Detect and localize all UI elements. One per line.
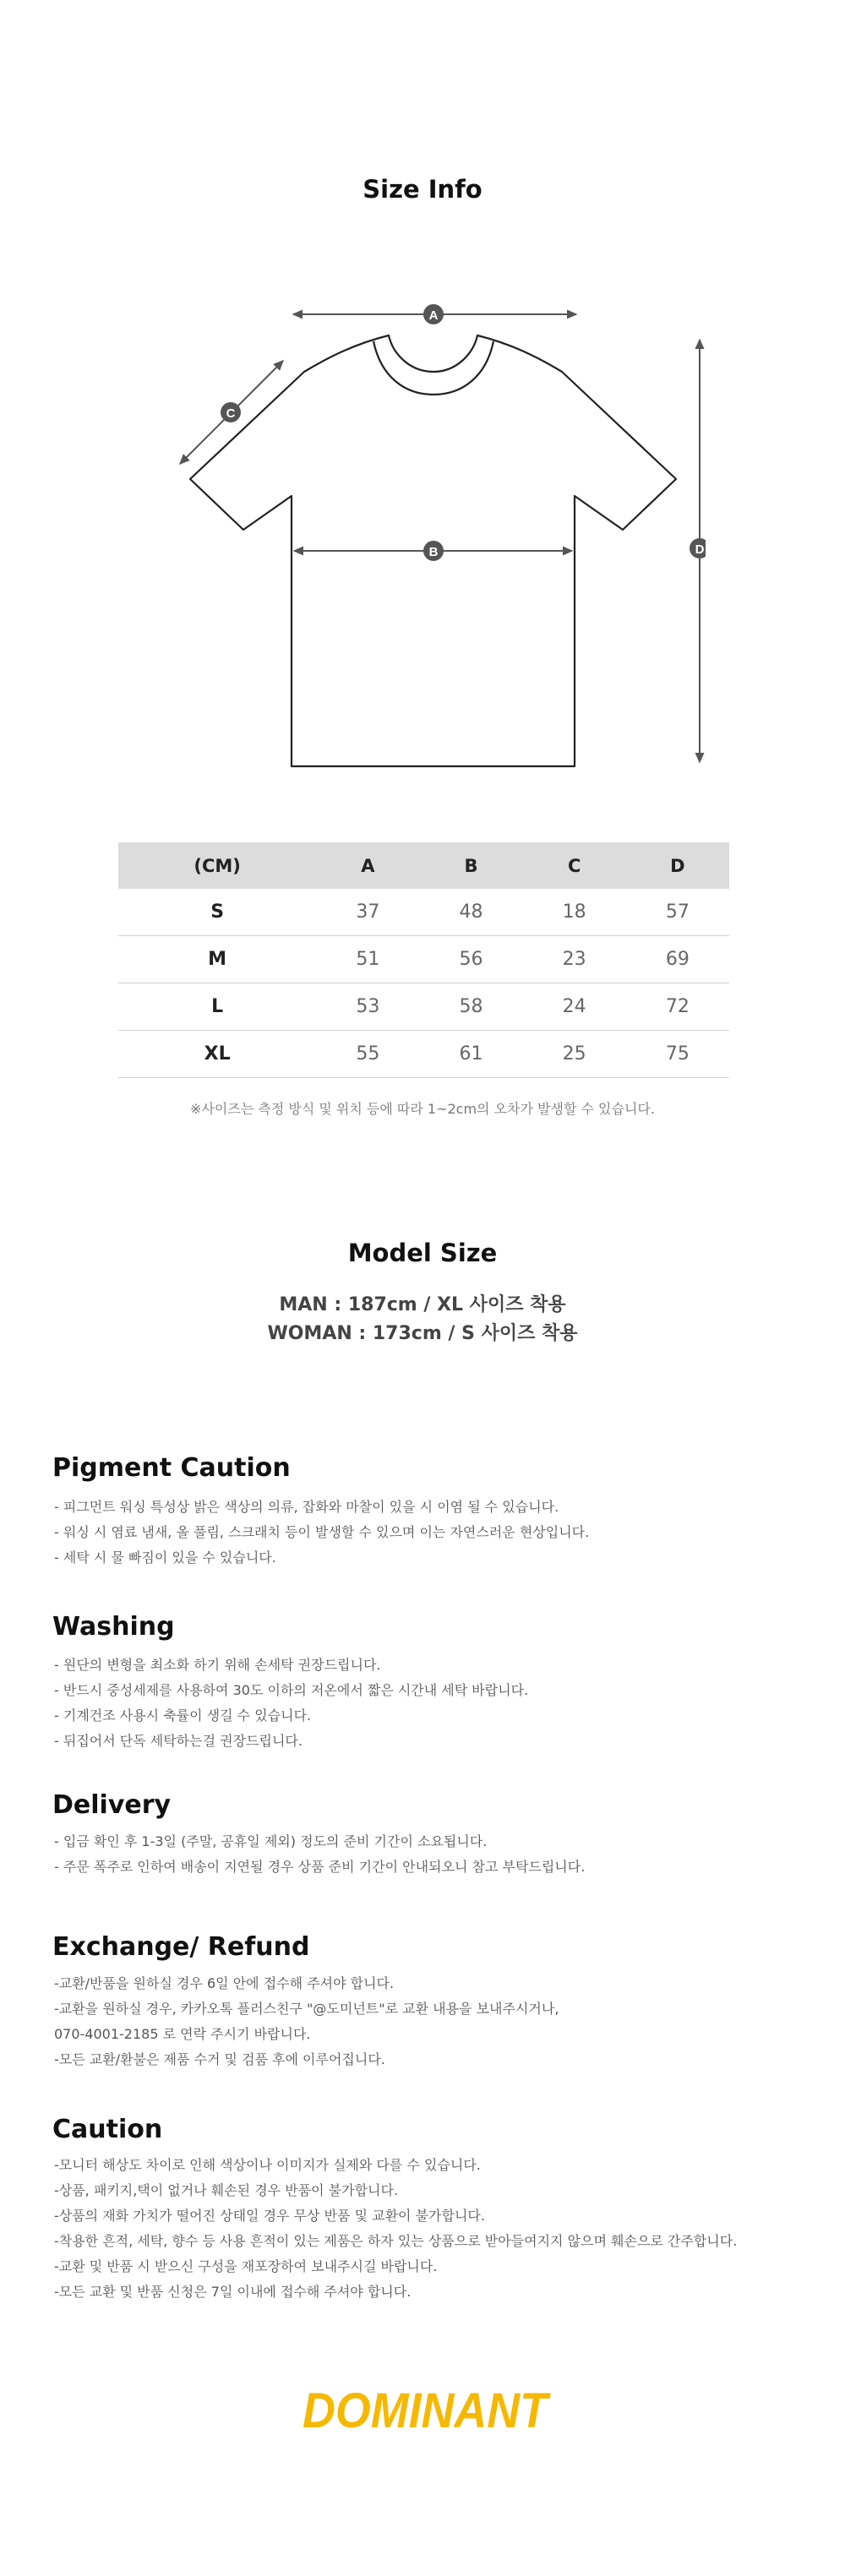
table-cell: 56 <box>419 936 522 983</box>
model-man-info: MAN : 187cm / XL 사이즈 착용 <box>279 1294 566 1315</box>
size-info-title: Size Info <box>363 175 482 204</box>
list-item: - 세탁 시 물 빠짐이 있을 수 있습니다. <box>54 1549 276 1566</box>
list-item: - 주문 폭주로 인하여 배송이 지연될 경우 상품 준비 기간이 안내되오니 참고 부탁드립니다. <box>54 1859 586 1875</box>
list-item: -모니터 해상도 차이로 인해 색상이나 이미지가 실제와 다를 수 있습니다. <box>54 2157 481 2173</box>
table-cell: 37 <box>316 889 419 936</box>
label-c: C <box>226 406 236 421</box>
size-label: S <box>118 889 316 936</box>
table-row <box>118 1031 729 1078</box>
size-table-header-row <box>118 842 729 889</box>
list-item: -교환 및 반품 시 받으신 구성을 재포장하여 보내주시길 바랍니다. <box>54 2258 438 2274</box>
header-cm: (CM) <box>118 842 316 889</box>
caution-title: Caution <box>52 2115 163 2144</box>
model-woman-info: WOMAN : 173cm / S 사이즈 착용 <box>267 1323 578 1344</box>
pigment-caution-list <box>54 1495 589 1571</box>
list-item: - 원단의 변형을 최소화 하기 위해 손세탁 권장드립니다. <box>54 1657 381 1673</box>
size-label: L <box>118 983 316 1031</box>
tshirt-size-diagram <box>165 289 706 779</box>
list-item: -상품의 재화 가치가 떨어진 상태일 경우 무상 반품 및 교환이 불가합니다. <box>54 2208 485 2224</box>
table-cell: 48 <box>419 889 522 936</box>
list-item: - 뒤집어서 단독 세탁하는걸 권장드립니다. <box>54 1733 303 1749</box>
list-item: -모든 교환/환불은 제품 수거 및 검품 후에 이루어집니다. <box>54 2051 385 2067</box>
model-size-title: Model Size <box>347 1239 498 1267</box>
size-label: M <box>118 936 316 983</box>
washing-title: Washing <box>52 1612 175 1642</box>
exchange-refund-list <box>54 1971 559 2072</box>
table-cell: 51 <box>316 936 419 983</box>
header-a: A <box>316 842 419 889</box>
list-item: -교환/반품을 원하실 경우 6일 안에 접수해 주셔야 합니다. <box>54 1975 395 1991</box>
list-item: -교환을 원하실 경우, 카카오톡 플러스친구 "@도미넌트"로 교환 내용을 보내주시거나, <box>54 2001 559 2017</box>
table-cell: 55 <box>316 1031 419 1078</box>
table-cell: 61 <box>419 1031 522 1078</box>
list-item: -모든 교환 및 반품 신청은 7일 이내에 접수해 주셔야 합니다. <box>54 2284 412 2300</box>
table-cell: 23 <box>523 936 626 983</box>
header-b: B <box>419 842 522 889</box>
table-cell: 69 <box>626 936 729 983</box>
table-cell: 25 <box>523 1031 626 1078</box>
label-d: D <box>695 542 705 557</box>
table-cell: 24 <box>523 983 626 1031</box>
delivery-title: Delivery <box>52 1790 172 1820</box>
table-cell: 75 <box>626 1031 729 1078</box>
dominant-logo <box>298 2381 552 2440</box>
exchange-refund-title: Exchange/ Refund <box>52 1932 310 1962</box>
washing-list <box>54 1653 528 1754</box>
table-row <box>118 936 729 983</box>
table-row <box>118 889 729 936</box>
table-cell: 58 <box>419 983 522 1031</box>
list-item: -착용한 흔적, 세탁, 향수 등 사용 흔적이 있는 제품은 하자 있는 상품으로 받아들여지지 않으며 훼손으로 간주합니다. <box>54 2233 738 2249</box>
size-note: ※사이즈는 측정 방식 및 위치 등에 따라 1~2cm의 오차가 발생할 수 있습니다. <box>190 1101 655 1117</box>
size-label: XL <box>118 1031 316 1078</box>
table-cell: 57 <box>626 889 729 936</box>
table-cell: 53 <box>316 983 419 1031</box>
caution-list <box>54 2153 737 2305</box>
list-item: - 기계건조 사용시 축률이 생길 수 있습니다. <box>54 1707 312 1724</box>
logo-wordmark: DOMINANT <box>303 2383 552 2438</box>
size-table <box>118 842 729 1078</box>
table-cell: 72 <box>626 983 729 1031</box>
pigment-caution-title: Pigment Caution <box>52 1453 291 1483</box>
list-item: - 워싱 시 염료 냄새, 올 풀림, 스크래치 등이 발생할 수 있으며 이는 자연스러운 현상입니다. <box>54 1524 590 1540</box>
delivery-list <box>54 1829 585 1880</box>
list-item: - 입금 확인 후 1-3일 (주말, 공휴일 제외) 정도의 준비 기간이 소요됩니다. <box>54 1833 488 1849</box>
header-c: C <box>523 842 626 889</box>
header-d: D <box>626 842 729 889</box>
list-item: - 피그먼트 워싱 특성상 밝은 색상의 의류, 잡화와 마찰이 있을 시 이염 될 수 있습니다. <box>54 1499 559 1515</box>
table-row <box>118 983 729 1031</box>
table-cell: 18 <box>523 889 626 936</box>
label-a: A <box>428 308 439 323</box>
list-item: -상품, 패키지,택이 없거나 훼손된 경우 반품이 불가합니다. <box>54 2182 399 2198</box>
list-item: 070-4001-2185 로 연락 주시기 바랍니다. <box>54 2026 311 2042</box>
label-b: B <box>428 545 439 559</box>
list-item: - 반드시 중성세제를 사용하여 30도 이하의 저온에서 짧은 시간내 세탁 바랍니다. <box>54 1682 529 1698</box>
